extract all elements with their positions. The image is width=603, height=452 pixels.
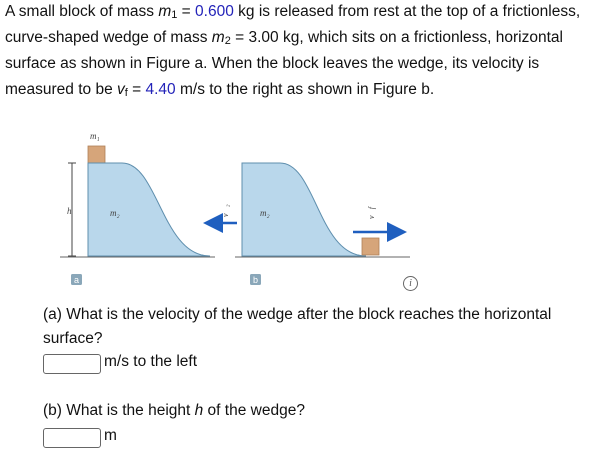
answer-b-input[interactable] (43, 428, 101, 448)
wedge-a (88, 163, 210, 256)
mass1-subscript: 1 (171, 9, 178, 21)
velocity-symbol: v (117, 81, 125, 98)
wedge-figure (60, 128, 420, 293)
problem-text: kg is released from rest at the top of a frictionless, curve-shaped wedge of mass (5, 3, 581, 46)
h-label: h (67, 206, 72, 216)
answer-a-unit: m/s to the left (104, 353, 198, 370)
problem-text: = (127, 81, 146, 98)
mass1-value: 0.600 (195, 3, 234, 20)
m2-label-b: m₂ (260, 208, 270, 218)
question-b: (b) What is the height h of the wedge? (43, 402, 305, 419)
answer-b-unit: m (104, 427, 117, 444)
mass1-symbol: m (158, 3, 172, 20)
answer-a-input[interactable] (43, 354, 101, 374)
m1-label: m₁ (90, 131, 100, 141)
block-a (88, 146, 105, 163)
vf-label: v⃗f (367, 207, 376, 219)
m2-label-a: m₂ (110, 208, 120, 218)
svg-text:a: a (73, 275, 80, 285)
problem-text: = (177, 3, 196, 20)
problem-text: m/s to the right as shown in Figure b. (175, 81, 435, 98)
v2-label: v⃗₂ (221, 204, 230, 217)
question-a: (a) What is the velocity of the wedge after the block reaches the horizontal surface? (43, 306, 552, 347)
problem-text: = 3.00 kg, which sits on a frictionless, horizontal surface as shown in Figure a. When the block leaves the wedge, its velocity is measured to be (5, 29, 563, 98)
info-icon[interactable]: i (403, 276, 418, 291)
velocity-subscript: f (124, 87, 128, 99)
problem-statement (5, 0, 601, 103)
problem-text: A small block of mass (5, 3, 159, 20)
velocity-value: 4.40 (145, 81, 176, 98)
svg-text:b: b (252, 275, 259, 285)
mass2-symbol: m (211, 29, 225, 46)
mass2-subscript: 2 (224, 35, 231, 47)
block-b (362, 238, 379, 255)
